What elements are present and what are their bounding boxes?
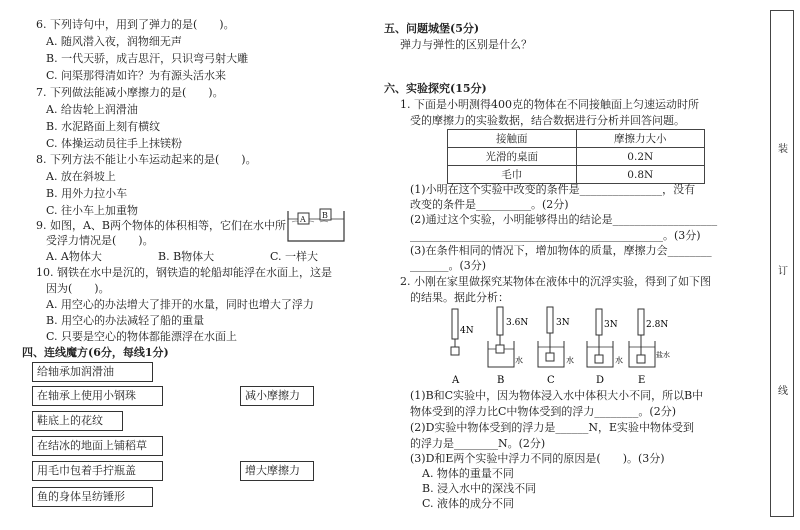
q10-stem-line1: 10. 钢铁在水中是沉的，钢铁造的轮船却能浮在水面上，这是 — [36, 266, 332, 279]
exp2-part3-option-a: A. 物体的重量不同 — [422, 467, 514, 480]
exp1-part3-line1: (3)在条件相同的情况下，增加物体的质量，摩擦力会________ — [410, 244, 712, 257]
table-header-friction: 摩擦力大小 — [576, 130, 705, 148]
q8-option-c: C. 往小车上加重物 — [46, 204, 139, 217]
exp1-part2-line2: ______________________________________________。(3分) — [410, 229, 701, 242]
q9-object-a-label: A — [300, 215, 306, 224]
force-reading-a: 4N — [460, 326, 474, 336]
exp2-part2-line1: (2)D实验中物体受到的浮力是______N，E实验中物体受到 — [410, 421, 695, 434]
q10-stem-line2: 因为( )。 — [46, 282, 110, 295]
vessel-e — [629, 309, 670, 367]
vessel-label-d: D — [596, 375, 605, 385]
vessel-c — [538, 307, 574, 367]
section6-heading: 六、实验探究(15分) — [384, 82, 487, 95]
table-cell: 毛巾 — [448, 166, 577, 184]
exp1-part1-line2: 改变的条件是__________。(2分) — [410, 198, 569, 211]
match-target-reduce: 减小摩擦力 — [240, 386, 314, 406]
section5-question: 弹力与弹性的区别是什么？ — [400, 38, 532, 51]
friction-table — [447, 129, 705, 184]
margin-char-1: 装 — [778, 144, 788, 155]
q10-option-c: C. 只要是空心的物体都能漂浮在水面上 — [46, 330, 238, 343]
match-item-3: 鞋底上的花纹 — [32, 411, 123, 431]
section5-heading: 五、问题城堡(5分) — [384, 22, 480, 35]
q9-option-b: B. B物体大 — [158, 250, 215, 263]
q8-option-b: B. 用外力拉小车 — [46, 187, 128, 200]
liquid-label-d: 水 — [615, 356, 623, 365]
table-row — [448, 166, 705, 184]
q9-option-a: A. A物体大 — [46, 250, 102, 263]
match-item-5: 用毛巾包着手拧瓶盖 — [32, 461, 163, 481]
section4-heading: 四、连线魔方(6分，每线1分) — [22, 346, 169, 359]
match-item-1: 给轴承加润滑油 — [32, 362, 153, 382]
force-reading-b: 3.6N — [506, 318, 529, 328]
vessel-label-e: E — [638, 375, 646, 385]
liquid-label-b: 水 — [515, 356, 523, 365]
q6-stem: 6. 下列诗句中，用到了弹力的是( )。 — [36, 18, 235, 31]
exp1-part3-line2: _______。(3分) — [410, 259, 487, 272]
margin-char-3: 线 — [778, 386, 788, 397]
vessel-b — [488, 307, 528, 367]
q7-option-b: B. 水泥路面上刻有横纹 — [46, 120, 161, 133]
q9-object-b-label: B — [322, 211, 328, 220]
match-target-increase: 增大摩擦力 — [240, 461, 314, 481]
exp2-part3-option-c: C. 液体的成分不同 — [422, 497, 515, 510]
q10-option-b: B. 用空心的办法减轻了船的重量 — [46, 314, 205, 327]
vessel-label-c: C — [547, 375, 555, 385]
exp2-part3-stem: (3)D和E两个实验中浮力不同的原因是( )。(3分) — [410, 452, 665, 465]
q9-option-c: C. 一样大 — [270, 250, 319, 263]
exp2-part2-line2: 的浮力是________N。(2分) — [410, 437, 546, 450]
exp1-intro-line1: 1. 下面是小明测得400克的物体在不同接触面上匀速运动时所 — [400, 98, 699, 111]
vessel-d — [587, 309, 623, 367]
q9-stem-line1: 9. 如图，A、B两个物体的体积相等，它们在水中所 — [36, 219, 287, 232]
q8-option-a: A. 放在斜坡上 — [46, 170, 116, 183]
q6-option-b: B. 一代天骄，成吉思汗，只识弯弓射大雕 — [46, 52, 249, 65]
exp2-intro-line2: 的结果。据此分析： — [410, 291, 509, 304]
q6-option-c: C. 问渠那得清如许？为有源头活水来 — [46, 69, 227, 82]
force-reading-c: 3N — [556, 318, 570, 328]
q6-option-a: A. 随风潜入夜，润物细无声 — [46, 35, 182, 48]
table-cell: 0.8N — [576, 166, 705, 184]
liquid-label-e: 盐水 — [656, 351, 670, 359]
exp2-part1-line2: 物体受到的浮力比C中物体受到的浮力________。(2分) — [410, 405, 676, 418]
q7-option-a: A. 给齿轮上润滑油 — [46, 103, 138, 116]
q9-stem-line2: 受浮力情况是( )。 — [46, 234, 154, 247]
vessel-a — [451, 309, 474, 355]
table-cell: 光滑的桌面 — [448, 148, 577, 166]
q7-option-c: C. 体操运动员往手上抹镁粉 — [46, 137, 183, 150]
force-reading-e: 2.8N — [646, 320, 669, 330]
exp1-part2-line1: (2)通过这个实验，小明能够得出的结论是___________________ — [410, 213, 718, 226]
liquid-label-c: 水 — [566, 356, 574, 365]
force-reading-d: 3N — [604, 320, 618, 330]
table-cell: 0.2N — [576, 148, 705, 166]
exp2-part3-option-b: B. 浸入水中的深浅不同 — [422, 482, 537, 495]
buoyancy-experiment-figure — [430, 305, 670, 385]
match-item-4: 在结冰的地面上铺稻草 — [32, 436, 163, 456]
exp1-part1-line1: (1)小明在这个实验中改变的条件是_______________，没有 — [410, 183, 696, 196]
q8-stem: 8. 下列方法不能让小车运动起来的是( )。 — [36, 153, 257, 166]
q9-water-tank-figure — [286, 205, 346, 245]
q7-stem: 7. 下列做法能减小摩擦力的是( )。 — [36, 86, 224, 99]
match-item-6: 鱼的身体呈纺锤形 — [32, 487, 153, 507]
table-header-surface: 接触面 — [448, 130, 577, 148]
exp1-intro-line2: 受的摩擦力的实验数据，结合数据进行分析并回答问题。 — [410, 114, 685, 127]
q10-option-a: A. 用空心的办法增大了排开的水量，同时也增大了浮力 — [46, 298, 314, 311]
exp2-intro-line1: 2. 小刚在家里做探究某物体在液体中的沉浮实验，得到了如下图 — [400, 275, 711, 288]
match-item-2: 在轴承上使用小钢珠 — [32, 386, 163, 406]
vessel-label-b: B — [497, 375, 505, 385]
margin-char-2: 订 — [778, 266, 788, 277]
table-row — [448, 148, 705, 166]
vessel-label-a: A — [452, 375, 460, 385]
exp2-part1-line1: (1)B和C实验中，因为物体浸入水中体积大小不同，所以B中 — [410, 389, 704, 402]
